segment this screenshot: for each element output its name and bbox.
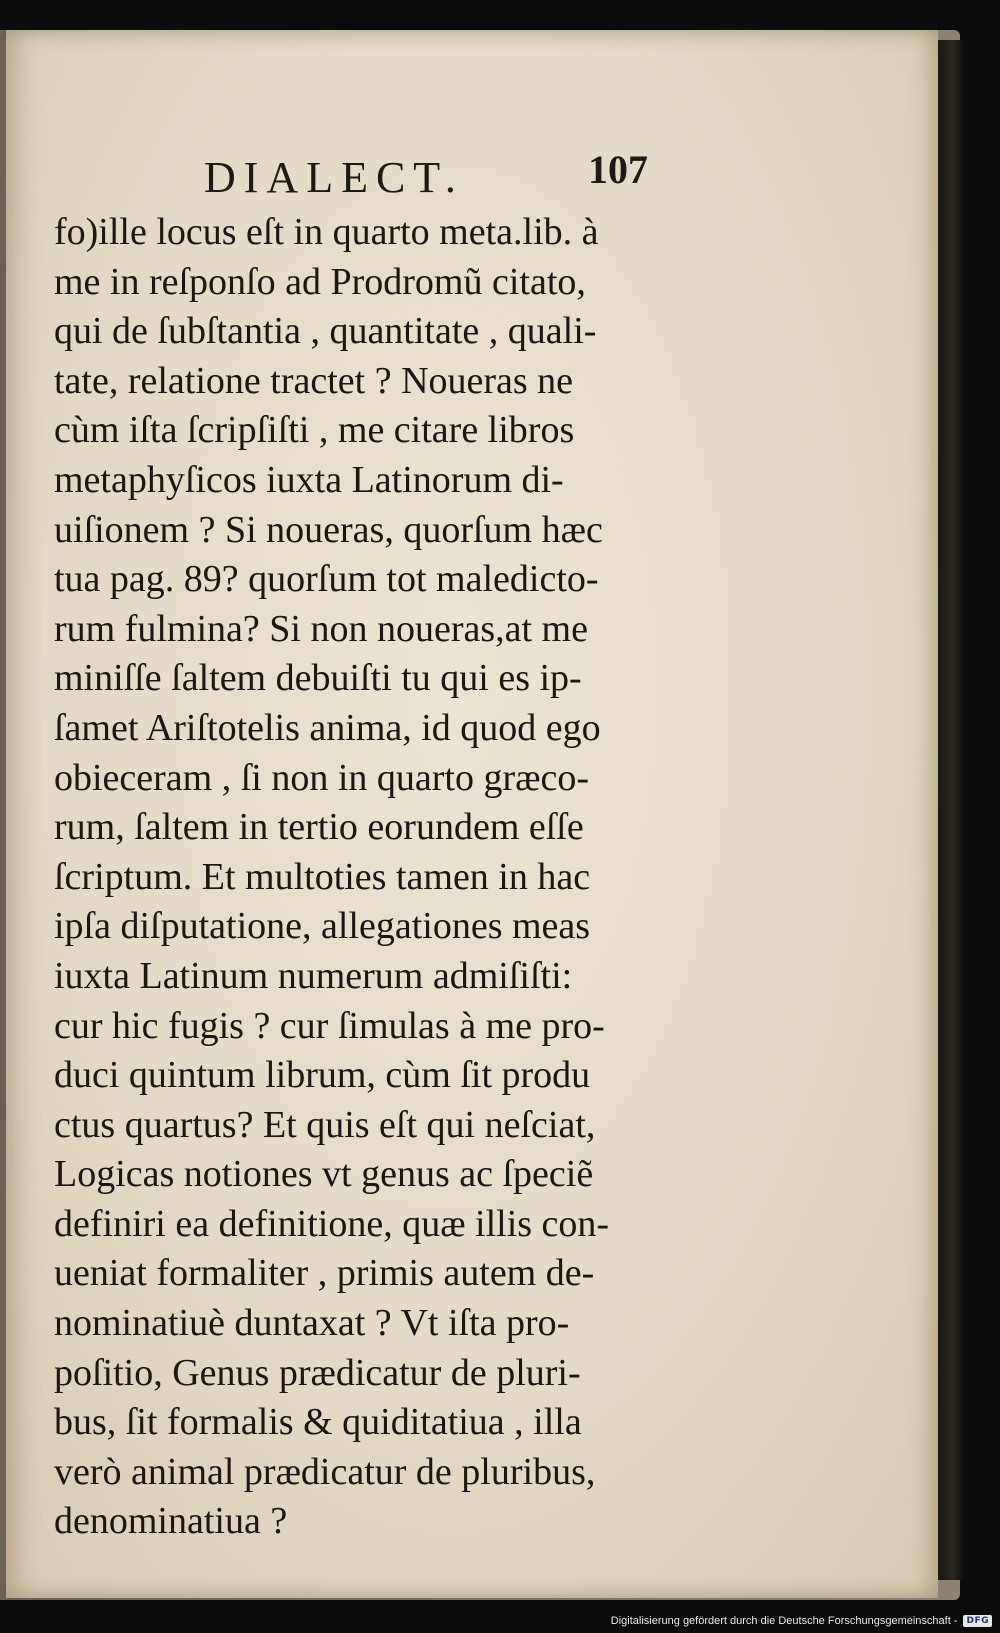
- text-line: denominatiua ?: [54, 1500, 288, 1543]
- text-line: miniſſe ſaltem debuiſti tu qui es ip-: [54, 657, 582, 700]
- book-page: [6, 30, 938, 1598]
- text-line: qui de ſubſtantia , quantitate , quali-: [54, 310, 597, 353]
- text-line: ctus quartus? Et quis eſt qui neſciat,: [54, 1103, 596, 1146]
- text-line: rum fulmina? Si non noueras,at me: [54, 607, 588, 650]
- body-text: [54, 208, 674, 1547]
- text-line: ſcriptum. Et multoties tamen in hac: [54, 855, 591, 898]
- text-line: obieceram , ſi non in quarto græco-: [54, 756, 590, 799]
- text-line: verò animal prædicatur de pluribus,: [54, 1450, 596, 1493]
- text-line: bus, ſit formalis & quiditatiua , illa: [54, 1401, 582, 1444]
- text-line: tua pag. 89? quorſum tot maledicto-: [54, 558, 599, 601]
- text-line: poſitio, Genus prædicatur de pluri-: [54, 1351, 581, 1394]
- dfg-logo-icon: DFG: [963, 1615, 992, 1627]
- text-line: ipſa diſputatione, allegationes meas: [54, 905, 591, 948]
- page-number: 107: [588, 147, 648, 192]
- text-line: metaphyſicos iuxta Latinorum di-: [54, 458, 564, 501]
- text-line: fo)ille locus eſt in quarto meta.lib. à: [54, 211, 599, 253]
- funding-footer: [611, 1615, 992, 1627]
- running-head: DIALECT.: [204, 153, 464, 202]
- funding-note: Digitalisierung gefördert durch die Deutsche Forschungsgemeinschaft -: [610, 1615, 958, 1627]
- text-line: definiri ea definitione, quæ illis con-: [54, 1202, 610, 1245]
- text-line: duci quintum librum, cùm ſit produ: [54, 1054, 591, 1097]
- text-line: cur hic fugis ? cur ſimulas à me pro-: [54, 1004, 605, 1047]
- text-line: tate, relatione tractet ? Noueras ne: [54, 359, 574, 402]
- text-line: ſamet Ariſtotelis anima, id quod ego: [54, 706, 601, 749]
- text-line: uiſionem ? Si noueras, quorſum hæc: [54, 508, 603, 551]
- text-line: rum, ſaltem in tertio eorundem eſſe: [54, 806, 584, 849]
- text-line: Logicas notiones vt genus ac ſpeciẽ: [54, 1153, 594, 1196]
- text-line: cùm iſta ſcripſiſti , me citare libros: [54, 409, 575, 452]
- text-line: ueniat formaliter , primis autem de-: [54, 1252, 595, 1295]
- text-line: iuxta Latinum numerum admiſiſti:: [54, 954, 573, 997]
- text-line: me in reſponſo ad Prodromũ citato,: [54, 260, 586, 303]
- text-line: nominatiuè duntaxat ? Vt iſta pro-: [54, 1302, 570, 1345]
